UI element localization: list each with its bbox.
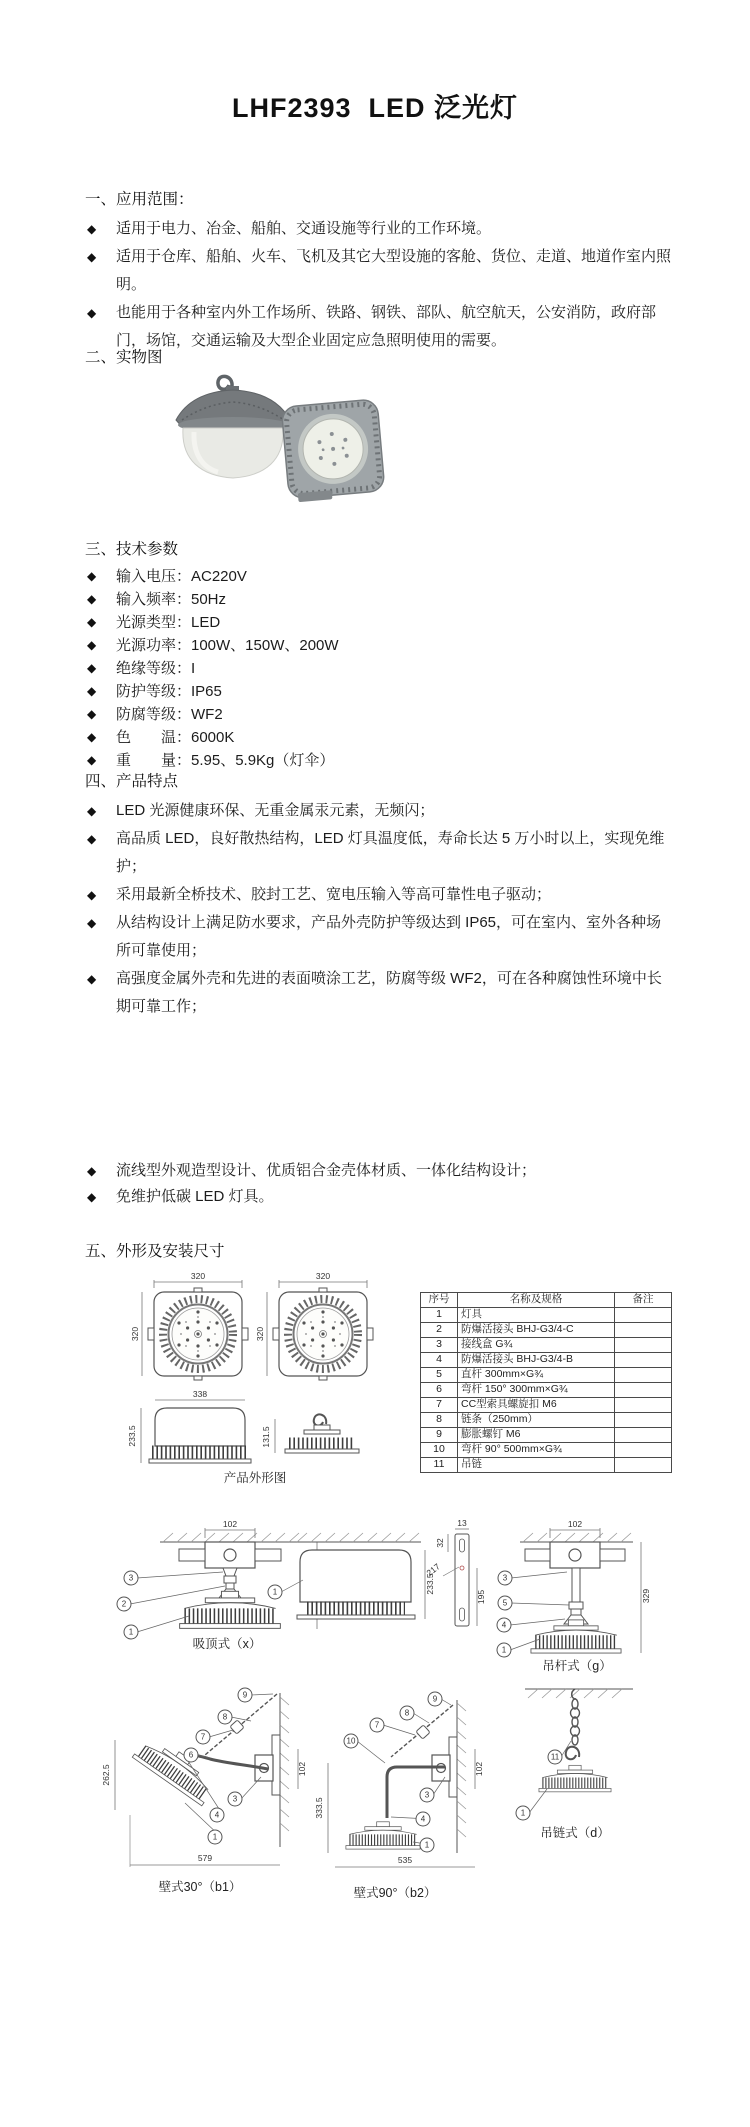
spec-item: ◆ 色 温：6000K — [85, 726, 673, 749]
table-row — [421, 1398, 672, 1413]
cell-name: 弯杆 150° 300mm×G¾ — [458, 1383, 615, 1398]
cell-note — [615, 1383, 672, 1398]
cell-no: 4 — [421, 1353, 458, 1368]
list-item: ◆ 也能用于各种室内外工作场所、铁路、钢铁、部队、航空航天，公安消防，政府部门，场馆，交通运输及大型企业固定应急照明使用的需要。 — [85, 299, 673, 355]
callout — [268, 1580, 303, 1599]
cell-note — [615, 1308, 672, 1323]
svg-text:8: 8 — [222, 1712, 228, 1722]
cell-name: 链条（250mm） — [458, 1413, 615, 1428]
cell-name: 弯杆 90° 500mm×G¾ — [458, 1443, 615, 1458]
section-features-cont — [85, 1158, 673, 1210]
chain-mount-figure — [516, 1689, 633, 1840]
svg-text:1: 1 — [501, 1645, 507, 1655]
svg-text:9: 9 — [432, 1694, 438, 1704]
callout — [548, 1741, 571, 1764]
feature-item: ◆ 高品质 LED，良好散热结构，LED 灯具温度低，寿命长达 5 万小时以上，实现免维护； — [85, 825, 673, 881]
table-row — [421, 1443, 672, 1458]
cell-name: 防爆活接头 BHJ-G3/4-B — [458, 1353, 615, 1368]
spec-item: ◆ 光源类型：LED — [85, 611, 673, 634]
rod-mount-figure — [497, 1520, 651, 1673]
spec-item: ◆ 防腐等级：WF2 — [85, 703, 673, 726]
feature-item: ◆ 免维护低碳 LED 灯具。 — [85, 1184, 673, 1210]
callout — [497, 1639, 540, 1657]
table-row — [421, 1383, 672, 1398]
parts-table — [420, 1292, 672, 1473]
list-item: ◆ 适用于电力、冶金、船舶、交通设施等行业的工作环境。 — [85, 215, 673, 243]
cell-note — [615, 1398, 672, 1413]
dim-hook-height: 131.5 — [261, 1426, 271, 1448]
svg-text:1: 1 — [272, 1587, 278, 1597]
mounting-drawings-top — [85, 1520, 665, 1685]
section-features — [85, 768, 673, 1021]
cell-name: CC型索具螺旋扣 M6 — [458, 1398, 615, 1413]
svg-text:11: 11 — [550, 1752, 560, 1762]
callout — [344, 1734, 385, 1763]
feature-item: ◆ 采用最新全桥技术、胶封工艺、宽电压输入等高可靠性电子驱动； — [85, 881, 673, 909]
feature-list — [85, 797, 673, 1021]
svg-text:8: 8 — [404, 1708, 410, 1718]
section3-heading: 三、技术参数 — [85, 541, 179, 558]
svg-text:6: 6 — [188, 1750, 194, 1760]
feature-item: ◆ LED 光源健康环保、无重金属汞元素，无频闪； — [85, 797, 673, 825]
cell-note — [615, 1428, 672, 1443]
cell-name: 灯具 — [458, 1308, 615, 1323]
application-list — [85, 215, 673, 355]
dim-plate-width: 13 — [457, 1520, 467, 1528]
spec-item: ◆ 输入频率：50Hz — [85, 588, 673, 611]
svg-text:2: 2 — [121, 1599, 127, 1609]
cell-no: 9 — [421, 1428, 458, 1443]
section4-heading: 四、产品特点 — [85, 773, 179, 790]
svg-text:3: 3 — [232, 1794, 238, 1804]
callout — [428, 1692, 451, 1706]
feature-item: ◆ 流线型外观造型设计、优质铝合金壳体材质、一体化结构设计； — [85, 1158, 673, 1184]
ceiling-mount-figure — [117, 1520, 327, 1651]
callout — [413, 1838, 434, 1852]
dim-b1-width: 579 — [197, 1853, 213, 1863]
spec-item: ◆ 光源功率：100W、150W、200W — [85, 634, 673, 657]
cell-name: 直杆 300mm×G¾ — [458, 1368, 615, 1383]
feature-item: ◆ 高强度金属外壳和先进的表面喷涂工艺，防腐等级 WF2，可在各种腐蚀性环境中长期可靠工作； — [85, 965, 673, 1021]
svg-text:1: 1 — [212, 1832, 218, 1842]
cell-no: 8 — [421, 1413, 458, 1428]
dim-plate-top: 32 — [435, 1538, 445, 1548]
dim-side-height: 233.5 — [127, 1425, 137, 1447]
feature-list-2 — [85, 1158, 673, 1210]
section-specs — [85, 536, 673, 772]
svg-text:1: 1 — [520, 1808, 526, 1818]
wall-mount-30-figure — [101, 1688, 307, 1894]
table-row — [421, 1368, 672, 1383]
label-ceiling-mount: 吸顶式（x） — [192, 1637, 262, 1651]
table-row — [421, 1428, 672, 1443]
dim-box-width: 102 — [222, 1520, 238, 1529]
svg-text:7: 7 — [200, 1732, 206, 1742]
table-row — [421, 1323, 672, 1338]
label-wall-30: 壁式30°（b1） — [158, 1880, 242, 1894]
cell-note — [615, 1413, 672, 1428]
cell-note — [615, 1368, 672, 1383]
dim-side-width: 338 — [192, 1389, 208, 1399]
mounting-drawings-bottom — [85, 1685, 665, 1920]
callout — [498, 1571, 567, 1585]
cell-no: 6 — [421, 1383, 458, 1398]
svg-text:3: 3 — [128, 1573, 134, 1583]
svg-text:7: 7 — [374, 1720, 380, 1730]
doc-title: LHF2393 LED 泛光灯 — [231, 93, 519, 123]
dim-b1-height: 262.5 — [101, 1764, 111, 1786]
product-photo-image — [146, 364, 402, 508]
list-item: ◆ 适用于仓库、船舶、火车、飞机及其它大型设施的客舱、货位、走道、地道作室内照明。 — [85, 243, 673, 299]
callout — [184, 1748, 211, 1762]
cell-name: 膨胀螺钉 M6 — [458, 1428, 615, 1443]
cell-name: 防爆活接头 BHJ-G3/4-C — [458, 1323, 615, 1338]
callout — [400, 1706, 429, 1723]
cell-note — [615, 1443, 672, 1458]
cell-no: 10 — [421, 1443, 458, 1458]
floodlight-photo — [281, 399, 385, 503]
callout — [516, 1789, 547, 1820]
cell-no: 3 — [421, 1338, 458, 1353]
highbay-lamp-photo — [176, 376, 290, 478]
outline-drawing — [85, 1262, 415, 1490]
dim-profile-height: 233.5 — [425, 1573, 435, 1595]
feature-item: ◆ 从结构设计上满足防水要求，产品外壳防护等级达到 IP65，可在室内、室外各种场所可靠使用； — [85, 909, 673, 965]
svg-text:4: 4 — [420, 1814, 426, 1824]
section2-heading: 二、实物图 — [85, 349, 163, 366]
col-header: 备注 — [615, 1293, 672, 1308]
dim-wall-plate: 102 — [297, 1761, 307, 1777]
svg-text:9: 9 — [242, 1690, 248, 1700]
cell-name: 接线盒 G¾ — [458, 1338, 615, 1353]
dim-front-width: 320 — [190, 1271, 206, 1281]
cell-no: 7 — [421, 1398, 458, 1413]
svg-text:5: 5 — [502, 1598, 508, 1608]
spec-item: ◆ 防护等级：IP65 — [85, 680, 673, 703]
table-row — [421, 1353, 672, 1368]
dim-box-width: 102 — [567, 1520, 583, 1529]
spec-list — [85, 565, 673, 772]
label-wall-90: 壁式90°（b2） — [353, 1886, 437, 1900]
svg-text:3: 3 — [502, 1573, 508, 1583]
dim-front-height: 320 — [255, 1326, 265, 1342]
cell-note — [615, 1353, 672, 1368]
table-row — [421, 1458, 672, 1473]
cell-no: 1 — [421, 1308, 458, 1323]
dim-b2-height: 333.5 — [314, 1797, 324, 1819]
section1-heading: 一、应用范围： — [85, 191, 194, 208]
dim-rodmount-height: 329 — [641, 1588, 651, 1604]
callout — [238, 1688, 273, 1702]
svg-text:1: 1 — [424, 1840, 430, 1850]
table-row — [421, 1413, 672, 1428]
cell-name: 吊链 — [458, 1458, 615, 1473]
callout — [498, 1596, 569, 1610]
cell-note — [615, 1338, 672, 1353]
svg-text:4: 4 — [214, 1810, 220, 1820]
callout — [391, 1812, 430, 1826]
dim-plate-diag: 217 — [424, 1561, 442, 1578]
label-rod-mount: 吊杆式（g） — [542, 1659, 612, 1673]
mounting-plate-figure — [424, 1520, 486, 1626]
profile-figure — [268, 1533, 435, 1619]
spec-item: ◆ 绝缘等级：I — [85, 657, 673, 680]
svg-text:10: 10 — [346, 1736, 356, 1746]
dim-front-width: 320 — [315, 1271, 331, 1281]
cell-no: 11 — [421, 1458, 458, 1473]
cell-no: 2 — [421, 1323, 458, 1338]
svg-text:3: 3 — [424, 1790, 430, 1800]
svg-text:4: 4 — [501, 1620, 507, 1630]
hook-lamp-view — [261, 1414, 359, 1453]
table-row — [421, 1308, 672, 1323]
table-header-row — [421, 1293, 672, 1308]
cell-no: 5 — [421, 1368, 458, 1383]
dim-b2-width: 535 — [397, 1855, 413, 1865]
spec-item: ◆ 输入电压：AC220V — [85, 565, 673, 588]
callout — [196, 1730, 233, 1744]
section-application — [85, 186, 673, 355]
section5-heading: 五、外形及安装尺寸 — [85, 1243, 225, 1260]
dim-plate-span: 195 — [476, 1589, 486, 1605]
spec-item: ◆ 重 量：5.95、5.9Kg（灯伞） — [85, 749, 673, 772]
side-view — [127, 1389, 251, 1463]
svg-text:1: 1 — [128, 1627, 134, 1637]
col-header: 名称及规格 — [458, 1293, 615, 1308]
dim-front-height: 320 — [130, 1326, 140, 1342]
outline-caption: 产品外形图 — [223, 1471, 287, 1485]
table-row — [421, 1338, 672, 1353]
dim-wall-plate: 102 — [474, 1761, 484, 1777]
wall-mount-90-figure — [314, 1692, 484, 1900]
callout — [370, 1718, 415, 1735]
front-view-1 — [130, 1271, 248, 1380]
label-chain-mount: 吊链式（d） — [540, 1826, 610, 1840]
col-header: 序号 — [421, 1293, 458, 1308]
cell-note — [615, 1458, 672, 1473]
cell-note — [615, 1323, 672, 1338]
front-view-2 — [255, 1271, 373, 1380]
callout — [124, 1571, 223, 1585]
